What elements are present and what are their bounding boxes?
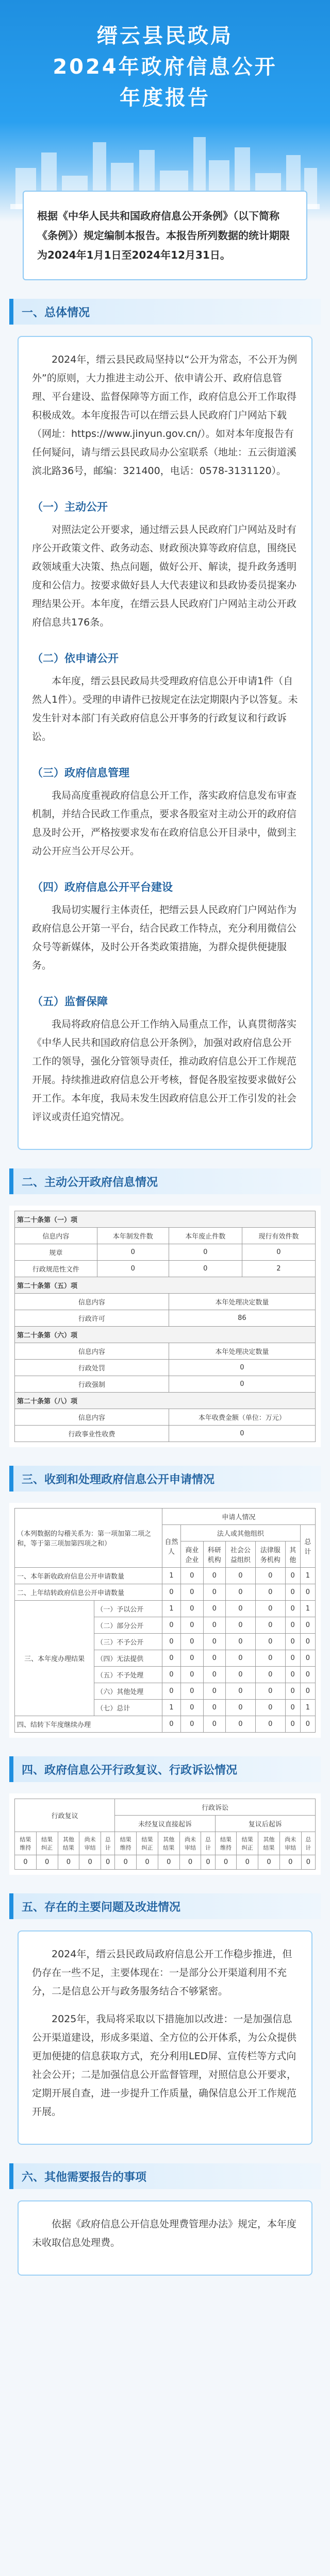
table-header: 结果维持 bbox=[215, 1832, 237, 1855]
overview-paragraph-3: 本年度，缙云县民政局共受理政府信息公开申请1件（自然人1件）。受理的申请件已按规定在法定期限内予以答复。未发生针对本部门有关政府信息公开事务的行政复议和行政诉讼。 bbox=[32, 675, 298, 742]
table-cell: 0 bbox=[225, 1634, 255, 1650]
table-cell: 0 bbox=[300, 1584, 315, 1601]
table-header: 商业企业 bbox=[181, 1541, 203, 1568]
table-cell: 0 bbox=[285, 1716, 300, 1733]
table-cell: 0 bbox=[169, 1261, 242, 1277]
table-cell: 0 bbox=[179, 1855, 201, 1870]
table-cell: （二）部分公开 bbox=[94, 1617, 162, 1634]
section-5-heading: 五、存在的主要问题及改进情况 bbox=[9, 1893, 321, 1919]
table-cell: 0 bbox=[255, 1617, 285, 1634]
table-row bbox=[15, 1244, 316, 1261]
subheading-supervision: （五）监督保障 bbox=[32, 995, 108, 1008]
table-header: 法律服务机构 bbox=[255, 1541, 285, 1568]
application-table bbox=[14, 1508, 316, 1733]
table-cell: 四、结转下年度继续办理 bbox=[15, 1716, 162, 1733]
table-header: 本年处理决定数量 bbox=[169, 1294, 315, 1310]
table-cell: 0 bbox=[162, 1634, 180, 1650]
other-paragraph-1: 依据《政府信息公开信息处理费管理办法》规定，本年度未收取信息处理费。 bbox=[32, 2218, 297, 2248]
table-header: 信息内容 bbox=[15, 1409, 169, 1426]
table-header: 法人或其他组织 bbox=[181, 1525, 301, 1541]
table-cell: 0 bbox=[255, 1584, 285, 1601]
table-cell: 行政强制 bbox=[15, 1376, 169, 1393]
table-cell: 0 bbox=[255, 1716, 285, 1733]
table-cell: 1 bbox=[162, 1568, 180, 1584]
table-row bbox=[15, 1568, 316, 1584]
table-header: 现行有效件数 bbox=[242, 1228, 315, 1244]
table-header: 本年制发件数 bbox=[97, 1228, 169, 1244]
active-disclosure-table bbox=[14, 1211, 316, 1442]
table-cell: 0 bbox=[285, 1601, 300, 1617]
subheading-management: （三）政府信息管理 bbox=[32, 767, 129, 779]
table-cell: 0 bbox=[115, 1855, 137, 1870]
table-cell: 0 bbox=[203, 1568, 225, 1584]
table-row bbox=[15, 1716, 316, 1733]
table-cell: 0 bbox=[181, 1650, 203, 1667]
table-caption: 第二十条第（六）项 bbox=[15, 1327, 316, 1343]
table-cell: 0 bbox=[285, 1584, 300, 1601]
table-cell: 0 bbox=[285, 1568, 300, 1584]
table-cell: 0 bbox=[255, 1601, 285, 1617]
table-cell: 0 bbox=[181, 1584, 203, 1601]
table-cell: 0 bbox=[279, 1855, 301, 1870]
overview-paragraph-2: 对照法定公开要求，通过缙云县人民政府门户网站及时有序公开政策文件、政务动态、财政预决算等政府信息，围绕民政领域重大决策、热点问题，做好公开、解读，提升政务透明度和公信力。按要求做好县人大代表建议和县政协委员提案办理结果公开。本年度，在缙云县人民政府门户网站主动公开政府信息共176条。 bbox=[32, 524, 297, 628]
table-header: 信息内容 bbox=[15, 1343, 169, 1360]
table-cell: 0 bbox=[203, 1617, 225, 1634]
table-cell: 0 bbox=[300, 1716, 315, 1733]
table-caption: 第二十条第（五）项 bbox=[15, 1277, 316, 1294]
table-cell: 0 bbox=[285, 1617, 300, 1634]
table-header: 行政复议 bbox=[15, 1799, 115, 1832]
table-cell: 0 bbox=[255, 1667, 285, 1683]
table-cell: （七）总计 bbox=[94, 1700, 162, 1716]
overview-paragraph-6: 我局将政府信息公开工作纳入局重点工作，认真贯彻落实《中华人民共和国政府信息公开条例》，加强对政府信息公开工作的领导，强化分管领导责任，推动政府信息公开工作规范开展。持续推进政府信息公开考核，督促各股室按要求做好公开工作。本年度，我局未发生因政府信息公开工作引发的社会评议或责任追究情况。 bbox=[32, 1019, 297, 1123]
table-header: 行政诉讼 bbox=[115, 1799, 316, 1816]
table-cell: 规章 bbox=[15, 1244, 97, 1261]
table-cell: 0 bbox=[237, 1855, 258, 1870]
table-cell: 0 bbox=[300, 1617, 315, 1634]
table-header: 复议后起诉 bbox=[215, 1816, 315, 1832]
table-cell: 行政处罚 bbox=[15, 1360, 169, 1376]
table-header: 其他结果 bbox=[158, 1832, 179, 1855]
table-cell: 0 bbox=[285, 1634, 300, 1650]
table-cell: 0 bbox=[258, 1855, 280, 1870]
table-cell: 0 bbox=[79, 1855, 101, 1870]
table-row bbox=[15, 1310, 316, 1327]
table-header: 自然人 bbox=[162, 1525, 180, 1568]
table-row bbox=[15, 1601, 316, 1617]
table-header: 总计 bbox=[101, 1832, 115, 1855]
table-header: 总计 bbox=[300, 1525, 315, 1568]
table-cell: 0 bbox=[169, 1244, 242, 1261]
report-hero bbox=[0, 0, 330, 222]
table-cell: 0 bbox=[285, 1683, 300, 1700]
table-cell: 0 bbox=[225, 1667, 255, 1683]
table-cell: 0 bbox=[203, 1683, 225, 1700]
table-cell: 86 bbox=[169, 1310, 315, 1327]
table-cell: 1 bbox=[300, 1601, 315, 1617]
section-6-card bbox=[18, 2200, 312, 2276]
table-header: 信息内容 bbox=[15, 1228, 97, 1244]
table-cell: 二、上年结转政府信息公开申请数量 bbox=[15, 1584, 162, 1601]
table-cell: 0 bbox=[181, 1634, 203, 1650]
table-header: 尚未审结 bbox=[179, 1832, 201, 1855]
table-cell: 0 bbox=[285, 1667, 300, 1683]
table-cell: 0 bbox=[300, 1650, 315, 1667]
table-cell: 0 bbox=[285, 1650, 300, 1667]
table-cell: 0 bbox=[215, 1855, 237, 1870]
table-header: 结果纠正 bbox=[237, 1832, 258, 1855]
table-cell: 0 bbox=[225, 1683, 255, 1700]
intro-card: 根据《中华人民共和国政府信息公开条例》（以下简称《条例》）规定编制本报告。本报告所列数据的统计期限为2024年1月1日至2024年12月31日。 bbox=[23, 191, 307, 280]
table-cell: 0 bbox=[158, 1855, 179, 1870]
table-cell: （一）予以公开 bbox=[94, 1601, 162, 1617]
table-cell: 1 bbox=[300, 1568, 315, 1584]
table-cell: 0 bbox=[203, 1700, 225, 1716]
table-header: 本年废止件数 bbox=[169, 1228, 242, 1244]
table-cell: 0 bbox=[181, 1683, 203, 1700]
table-cell: 0 bbox=[203, 1634, 225, 1650]
table-cell: 0 bbox=[162, 1667, 180, 1683]
table-cell: 0 bbox=[203, 1584, 225, 1601]
section-2-heading: 二、主动公开政府信息情况 bbox=[9, 1168, 321, 1194]
table-cell: 0 bbox=[97, 1244, 169, 1261]
title-line-2: 2024年政府信息公开 bbox=[53, 55, 277, 79]
table-cell: （六）其他处理 bbox=[94, 1683, 162, 1700]
table-cell: 0 bbox=[203, 1601, 225, 1617]
table-cell: 0 bbox=[162, 1683, 180, 1700]
table-cell: 0 bbox=[15, 1855, 37, 1870]
problems-paragraph-1: 2024年，缙云县民政局政府信息公开工作稳步推进，但仍存在一些不足，主要体现在：一是部分公开渠道利用不充分，二是信息公开与政务服务结合不够紧密。 bbox=[32, 1948, 292, 1997]
table-header: 结果纠正 bbox=[36, 1832, 58, 1855]
problems-paragraph-2: 2025年，我局将采取以下措施加以改进：一是加强信息公开渠道建设，形成多渠道、全方位的公开体系，为公众提供更加便捷的信息获取方式，充分利用LED屏、宣传栏等方式向社会公开；二是加强信息公开监督管理，对照信息公开要求，定期开展自查，进一步提升工作质量，确保信息公开工作规范开展。 bbox=[32, 2013, 297, 2117]
table-cell: 0 bbox=[301, 1855, 315, 1870]
table-cell: 0 bbox=[181, 1601, 203, 1617]
table-header: 其他结果 bbox=[258, 1832, 280, 1855]
table-header: 其他 bbox=[285, 1541, 300, 1568]
subheading-application: （二）依申请公开 bbox=[32, 652, 119, 665]
section-1-heading: 一、总体情况 bbox=[9, 299, 321, 325]
table-cell: 0 bbox=[255, 1634, 285, 1650]
section-5-card bbox=[18, 1930, 312, 2145]
table-cell: （四）无法提供 bbox=[94, 1650, 162, 1667]
title-line-3: 年度报告 bbox=[120, 86, 210, 110]
table-cell: 0 bbox=[203, 1716, 225, 1733]
table-cell: 0 bbox=[255, 1700, 285, 1716]
title-line-1: 缙云县民政局 bbox=[97, 24, 233, 48]
table-caption: 第二十条第（一）项 bbox=[15, 1211, 316, 1228]
table-cell: 0 bbox=[300, 1683, 315, 1700]
table-header: 社会公益组织 bbox=[225, 1541, 255, 1568]
table-cell: 0 bbox=[101, 1855, 115, 1870]
table-row bbox=[15, 1584, 316, 1601]
table-header: 本年收费金额（单位：万元） bbox=[169, 1409, 315, 1426]
table-row bbox=[15, 1261, 316, 1277]
table-cell: 0 bbox=[169, 1426, 315, 1442]
table-cell: 0 bbox=[162, 1716, 180, 1733]
table-cell: 0 bbox=[300, 1634, 315, 1650]
table-cell: 行政事业性收费 bbox=[15, 1426, 169, 1442]
table-header: 结果维持 bbox=[115, 1832, 137, 1855]
table-cell: 0 bbox=[203, 1650, 225, 1667]
table-cell: 0 bbox=[97, 1261, 169, 1277]
section-3-heading: 三、收到和处理政府信息公开申请情况 bbox=[9, 1466, 321, 1492]
table-cell: 0 bbox=[255, 1568, 285, 1584]
table-cell: 0 bbox=[181, 1700, 203, 1716]
table-header: 结果纠正 bbox=[137, 1832, 158, 1855]
table-cell: 1 bbox=[300, 1700, 315, 1716]
table-header: 其他结果 bbox=[58, 1832, 79, 1855]
table-cell: 0 bbox=[300, 1667, 315, 1683]
table-cell: 0 bbox=[137, 1855, 158, 1870]
overview-paragraph-5: 我局切实履行主体责任，把缙云县人民政府门户网站作为政府信息公开第一平台，结合民政工作特点，充分利用微信公众号等新媒体，及时公开各类政策措施，为群众提供便捷服务。 bbox=[32, 904, 297, 971]
table-header: 总计 bbox=[201, 1832, 215, 1855]
table-cell: 0 bbox=[181, 1716, 203, 1733]
table-cell: 0 bbox=[225, 1650, 255, 1667]
table-cell: 0 bbox=[181, 1667, 203, 1683]
table-cell: 0 bbox=[225, 1700, 255, 1716]
table-cell: 0 bbox=[181, 1617, 203, 1634]
table-cell: 2 bbox=[242, 1261, 315, 1277]
table-cell: 0 bbox=[36, 1855, 58, 1870]
table-cell: 1 bbox=[162, 1700, 180, 1716]
table-cell: 0 bbox=[255, 1650, 285, 1667]
table-cell: 0 bbox=[225, 1716, 255, 1733]
table-cell: 1 bbox=[162, 1601, 180, 1617]
active-disclosure-table-wrap bbox=[9, 1206, 321, 1447]
table-cell: 0 bbox=[162, 1584, 180, 1601]
overview-paragraph-4: 我局高度重视政府信息公开工作，落实政府信息发布审查机制，并结合民政工作重点，要求各股室对主动公开的政府信息及时公开，严格按要求发布在政府信息公开目录中，做到主动公开应当公开尽公开。 bbox=[32, 790, 297, 857]
table-cell: 0 bbox=[201, 1855, 215, 1870]
table-cell: 三、本年度办理结果 bbox=[15, 1601, 94, 1716]
table-header: 科研机构 bbox=[203, 1541, 225, 1568]
table-caption: 第二十条第（八）项 bbox=[15, 1393, 316, 1409]
table-cell: 0 bbox=[225, 1617, 255, 1634]
table-row bbox=[15, 1360, 316, 1376]
table-cell: 0 bbox=[225, 1584, 255, 1601]
table-cell: 一、本年新收政府信息公开申请数量 bbox=[15, 1568, 162, 1584]
table-cell: （五）不予处理 bbox=[94, 1667, 162, 1683]
section-6-heading: 六、其他需要报告的事项 bbox=[9, 2163, 321, 2189]
table-cell: 0 bbox=[181, 1568, 203, 1584]
table-cell: 行政规范性文件 bbox=[15, 1261, 97, 1277]
table-header: 未经复议直接起诉 bbox=[115, 1816, 215, 1832]
overview-paragraph-1: 2024年，缙云县民政局坚持以“公开为常态，不公开为例外”的原则，大力推进主动公开、依申请公开、政府信息管理、平台建设、监督保障等方面工作，政府信息公开工作取得积极成效。本年度报告可以在缙云县人民政府门户网站下载（网址：https://www.jinyun.gov.cn/）。如对本年度报告有任何疑问，请与缙云县民政局办公室联系（地址：五云街道溪滨北路36号，邮编：321400，电话：0578-3131120）。 bbox=[32, 354, 298, 477]
subheading-active: （一）主动公开 bbox=[32, 501, 108, 513]
table-row bbox=[15, 1376, 316, 1393]
subheading-platform: （四）政府信息公开平台建设 bbox=[32, 881, 173, 893]
table-header: 结果维持 bbox=[15, 1832, 37, 1855]
table-header: 总计 bbox=[301, 1832, 315, 1855]
table-cell: 0 bbox=[242, 1244, 315, 1261]
table-cell: 0 bbox=[225, 1601, 255, 1617]
table-row bbox=[15, 1426, 316, 1442]
table-cell: 0 bbox=[225, 1568, 255, 1584]
section-1-card bbox=[18, 336, 312, 1150]
table-cell: 0 bbox=[58, 1855, 79, 1870]
review-litigation-table bbox=[14, 1799, 316, 1870]
table-header: 信息内容 bbox=[15, 1294, 169, 1310]
table-cell: 0 bbox=[162, 1650, 180, 1667]
table-cell: （三）不予公开 bbox=[94, 1634, 162, 1650]
table-cell: 0 bbox=[285, 1700, 300, 1716]
table-cell: 行政许可 bbox=[15, 1310, 169, 1327]
table-header: 尚未审结 bbox=[279, 1832, 301, 1855]
application-table-wrap bbox=[9, 1503, 321, 1738]
table-header: （本列数据的勾稽关系为：第一项加第二项之和，等于第三项加第四项之和） bbox=[15, 1509, 162, 1568]
table-cell: 0 bbox=[169, 1360, 315, 1376]
review-table-wrap bbox=[9, 1793, 321, 1875]
report-title bbox=[0, 21, 330, 113]
table-header: 尚未审结 bbox=[79, 1832, 101, 1855]
section-4-heading: 四、政府信息公开行政复议、行政诉讼情况 bbox=[9, 1756, 321, 1782]
table-cell: 0 bbox=[255, 1683, 285, 1700]
table-header: 本年处理决定数量 bbox=[169, 1343, 315, 1360]
table-cell: 0 bbox=[169, 1376, 315, 1393]
table-cell: 0 bbox=[162, 1617, 180, 1634]
table-header: 申请人情况 bbox=[162, 1509, 315, 1525]
table-cell: 0 bbox=[203, 1667, 225, 1683]
